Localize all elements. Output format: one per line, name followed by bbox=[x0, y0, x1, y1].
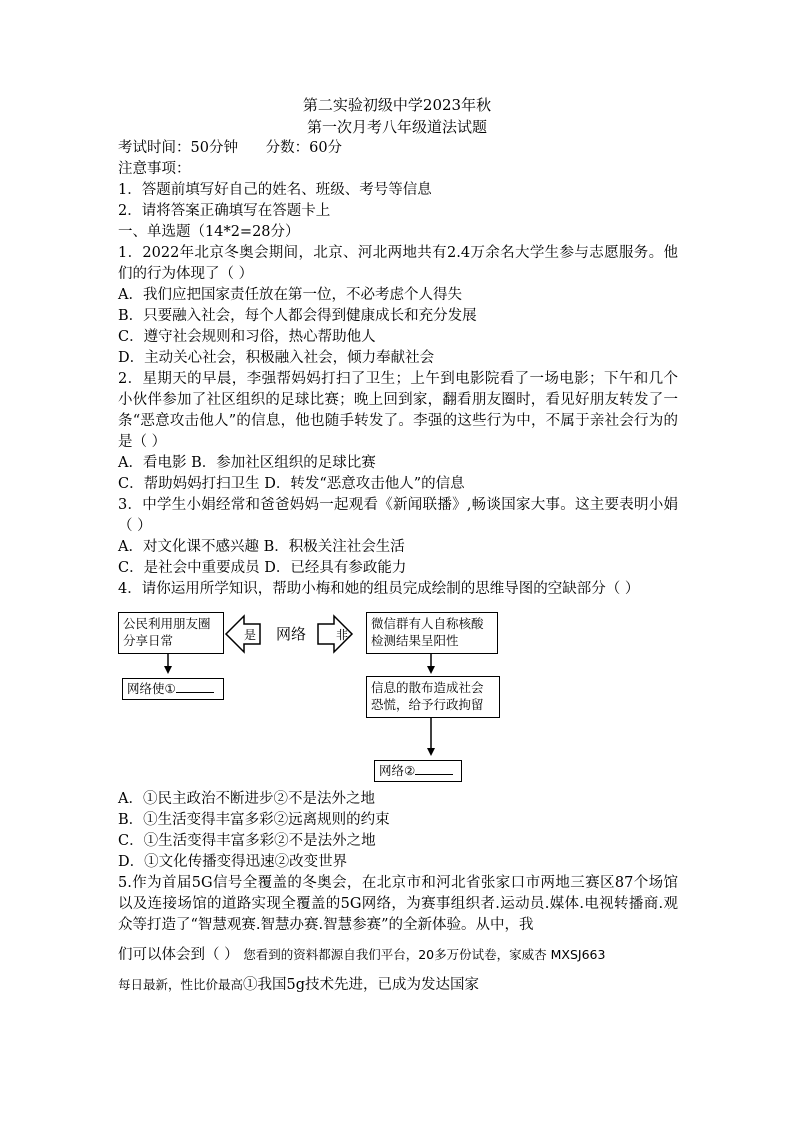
q1-option-a: A．我们应把国家责任放在第一位，不必考虑个人得失 bbox=[118, 287, 462, 303]
q5-line2 bbox=[118, 944, 678, 966]
mind-map bbox=[118, 604, 678, 789]
exam-info-line bbox=[118, 138, 678, 159]
exam-time: 考试时间：50分钟 bbox=[118, 140, 238, 156]
notice-item-1: 1．答题前填写好自己的姓名、班级、考号等信息 bbox=[118, 182, 432, 198]
q2-options-ab: A．看电影 B．参加社区组织的足球比赛 bbox=[118, 455, 376, 471]
q1-stem: 1．2022年北京冬奥会期间，北京、河北两地共有2.4万余名大学生参与志愿服务。他们的行为体现了（ ） bbox=[118, 245, 678, 282]
mindmap-bottom-box bbox=[374, 760, 462, 782]
q1-option-b: B．只要融入社会，每个人都会得到健康成长和充分发展 bbox=[118, 308, 477, 324]
q4-stem: 4．请你运用所学知识，帮助小梅和她的组员完成绘制的思维导图的空缺部分（ ） bbox=[118, 581, 640, 597]
right-down-arrowhead-2 bbox=[427, 748, 435, 756]
watermark-note-1: 您看到的资料都源自我们平台，20多万份试卷，家威杏 MXSJ663 bbox=[243, 947, 606, 962]
q4-option-a: A．①民主政治不断进步②不是法外之地 bbox=[118, 791, 375, 807]
q2-options-cd: C．帮助妈妈打扫卫生 D．转发“恶意攻击他人”的信息 bbox=[118, 476, 465, 492]
exam-title-line1: 第二实验初级中学2023年秋 bbox=[302, 96, 492, 114]
section-title: 一、单选题（14*2=28分） bbox=[118, 224, 300, 240]
q1-option-d: D．主动关心社会，积极融入社会，倾力奉献社会 bbox=[118, 350, 435, 366]
q2-stem: 2．星期天的早晨，李强帮妈妈打扫了卫生；上午到电影院看了一场电影；下午和几个小伙伴参加了社区组织的足球比赛；晚上回到家，翻看朋友圈时，看见好朋友转发了一条“恶意攻击他人”的信息，他也随手转发了。李强的这些行为中，不属于亲社会行为的是（ ） bbox=[118, 371, 678, 450]
q5-stem: 5.作为首届5G信号全覆盖的冬奥会，在北京市和河北省张家口市两地三赛区87个场馆以及连接场馆的道路实现全覆盖的5G网络，为赛事组织者.运动员.媒体.电视转播商.观众等打造了“智慧观赛.智慧办赛.智慧参赛”的全新体验。从中，我 bbox=[118, 875, 678, 933]
exam-score: 分数：60分 bbox=[265, 140, 343, 156]
q4-option-c: C．①生活变得丰富多彩②不是法外之地 bbox=[118, 833, 376, 849]
q4-option-d: D．①文化传播变得迅速②改变世界 bbox=[118, 854, 348, 870]
exam-body bbox=[118, 138, 678, 996]
left-result-text: 网络使① bbox=[127, 681, 176, 696]
watermark-note-2: 每日最新，性比价最高 bbox=[118, 977, 244, 992]
mindmap-right-result: 信息的散布造成社会恐慌，给予行政拘留 bbox=[366, 676, 500, 718]
mindmap-left-result bbox=[122, 678, 224, 700]
q4-option-b: B．①生活变得丰富多彩②远离规则的约束 bbox=[118, 812, 390, 828]
notice-item-2: 2．请将答案正确填写在答题卡上 bbox=[118, 203, 331, 219]
yes-label: 是 bbox=[244, 628, 257, 642]
q5-line3 bbox=[118, 974, 678, 996]
exam-title-line2: 第一次月考八年级道法试题 bbox=[306, 118, 487, 136]
mindmap-center: 网络 bbox=[276, 625, 307, 643]
right-down-arrowhead-1 bbox=[427, 666, 435, 674]
bottom-box-text: 网络② bbox=[379, 763, 416, 778]
no-label: 非 bbox=[336, 628, 349, 642]
mindmap-left-box: 公民利用朋友圈分享日常 bbox=[118, 612, 224, 654]
q3-stem: 3．中学生小娟经常和爸爸妈妈一起观看《新闻联播》,畅谈国家大事。这主要表明小娟（ ） bbox=[118, 497, 678, 534]
q1-option-c: C．遵守社会规则和习俗，热心帮助他人 bbox=[118, 329, 376, 345]
q3-options-cd: C．是社会中重要成员 D．已经具有参政能力 bbox=[118, 560, 407, 576]
bottom-box-blank bbox=[415, 762, 453, 775]
q3-options-ab: A．对文化课不感兴趣 B．积极关注社会生活 bbox=[118, 539, 405, 555]
q5-line2-text: 们可以体会到（ ） bbox=[118, 947, 239, 963]
left-down-arrowhead bbox=[164, 666, 172, 674]
left-result-blank bbox=[176, 680, 214, 693]
notice-title: 注意事项： bbox=[118, 161, 191, 177]
mindmap-right-box: 微信群有人自称核酸检测结果呈阳性 bbox=[366, 612, 498, 654]
q5-option-1: ①我国5g技术先进，已成为发达国家 bbox=[243, 977, 480, 993]
